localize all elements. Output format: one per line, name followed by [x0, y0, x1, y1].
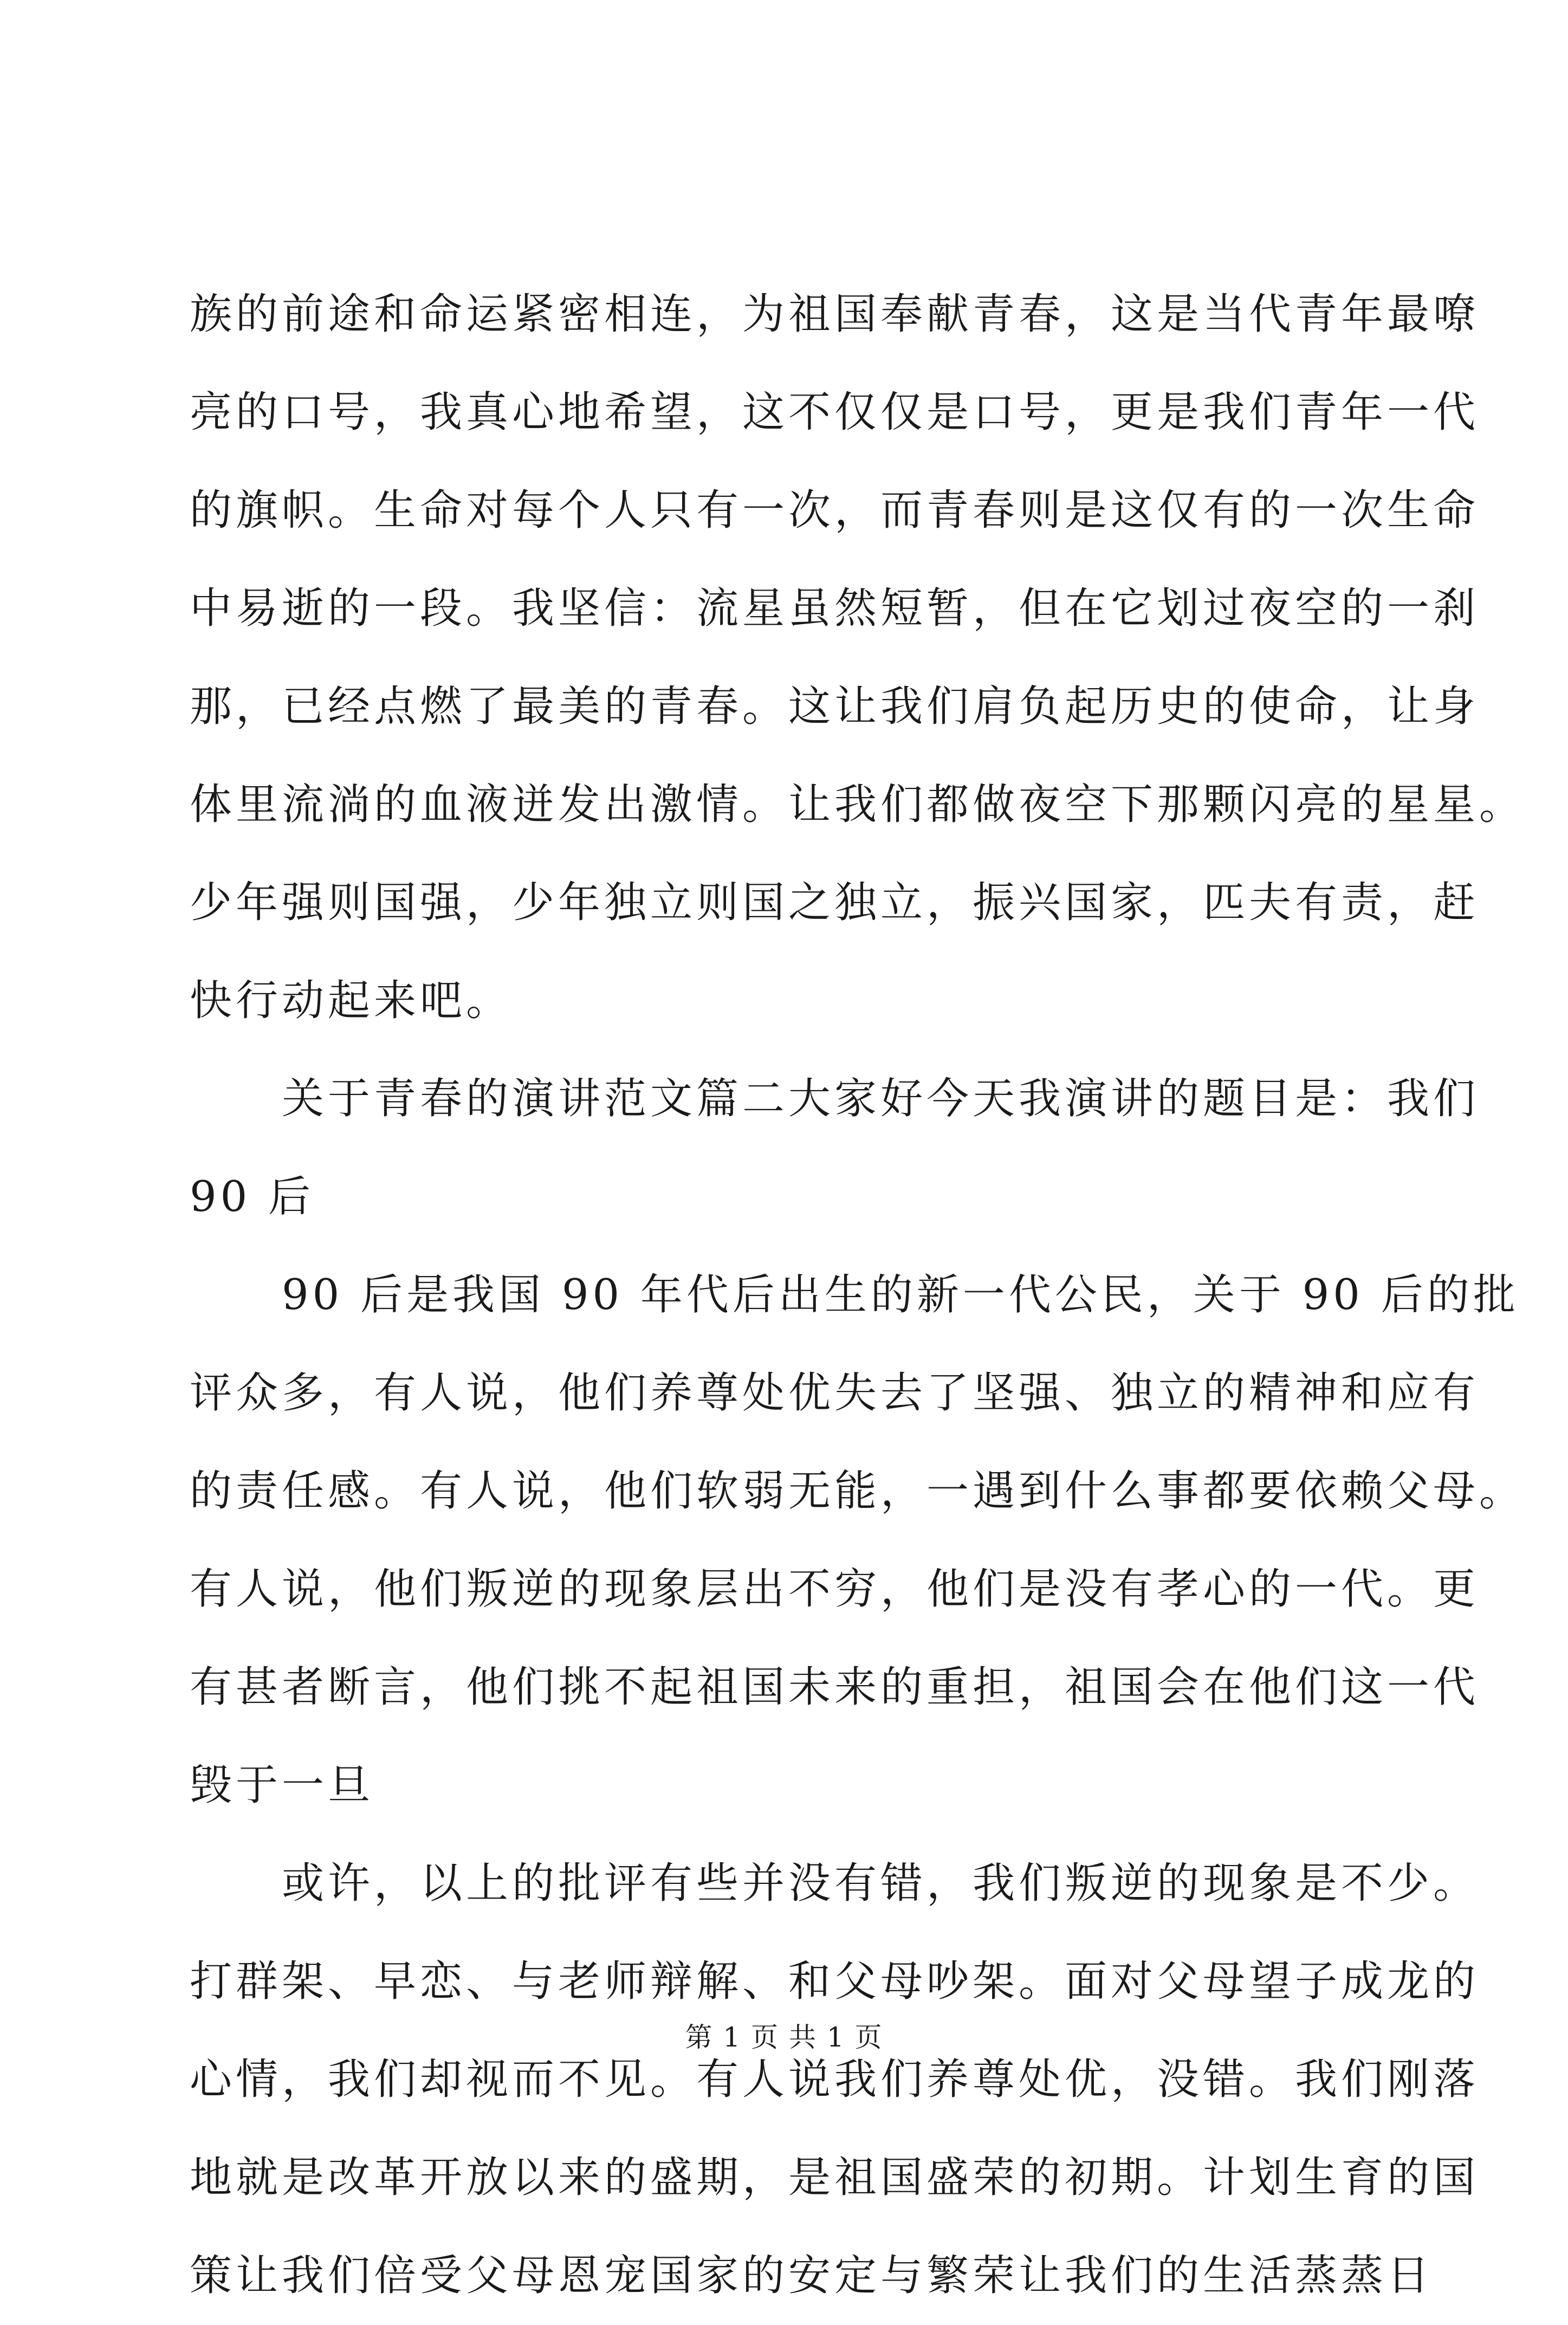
text-line: 90 后 [190, 1173, 315, 1221]
text-line: 关于青春的演讲范文篇二大家好今天我演讲的题目是：我们 [190, 1074, 1480, 1123]
text-line: 策让我们倍受父母恩宠国家的安定与繁荣让我们的生活蒸蒸日 [190, 2251, 1434, 2300]
text-line: 毁于一旦 [190, 1761, 374, 1810]
text-line: 评众多，有人说，他们养尊处优失去了坚强、独立的精神和应有 [190, 1369, 1480, 1417]
text-line: 中易逝的一段。我坚信：流星虽然短暂，但在它划过夜空的一刹 [190, 584, 1480, 633]
text-line: 心情，我们却视而不见。有人说我们养尊处优，没错。我们刚落 [190, 2055, 1480, 2104]
page-number-footer: 第 1 页 共 1 页 [685, 2022, 883, 2053]
text-line: 的责任感。有人说，他们软弱无能，一遇到什么事都要依赖父母。 [190, 1467, 1526, 1516]
text-line: 有甚者断言，他们挑不起祖国未来的重担，祖国会在他们这一代 [190, 1663, 1480, 1712]
text-line: 的旗帜。生命对每个人只有一次，而青春则是这仅有的一次生命 [190, 486, 1480, 535]
text-line: 90 后是我国 90 年代后出生的新一代公民，关于 90 后的批 [190, 1271, 1519, 1319]
text-line: 少年强则国强，少年独立则国之独立，振兴国家，匹夫有责，赶 [190, 878, 1480, 927]
text-line: 族的前途和命运紧密相连，为祖国奉献青春，这是当代青年最嘹 [190, 290, 1480, 339]
text-line: 或许，以上的批评有些并没有错，我们叛逆的现象是不少。 [190, 1859, 1480, 1908]
text-line: 地就是改革开放以来的盛期，是祖国盛荣的初期。计划生育的国 [190, 2153, 1480, 2202]
text-line: 体里流淌的血液迸发出激情。让我们都做夜空下那颗闪亮的星星。 [190, 780, 1526, 829]
text-line: 快行动起来吧。 [190, 976, 513, 1025]
text-line: 那，已经点燃了最美的青春。这让我们肩负起历史的使命，让身 [190, 682, 1480, 731]
text-line: 打群架、早恋、与老师辩解、和父母吵架。面对父母望子成龙的 [190, 1957, 1480, 2006]
text-line: 亮的口号，我真心地希望，这不仅仅是口号，更是我们青年一代 [190, 388, 1480, 437]
text-line: 有人说，他们叛逆的现象层出不穷，他们是没有孝心的一代。更 [190, 1565, 1480, 1614]
